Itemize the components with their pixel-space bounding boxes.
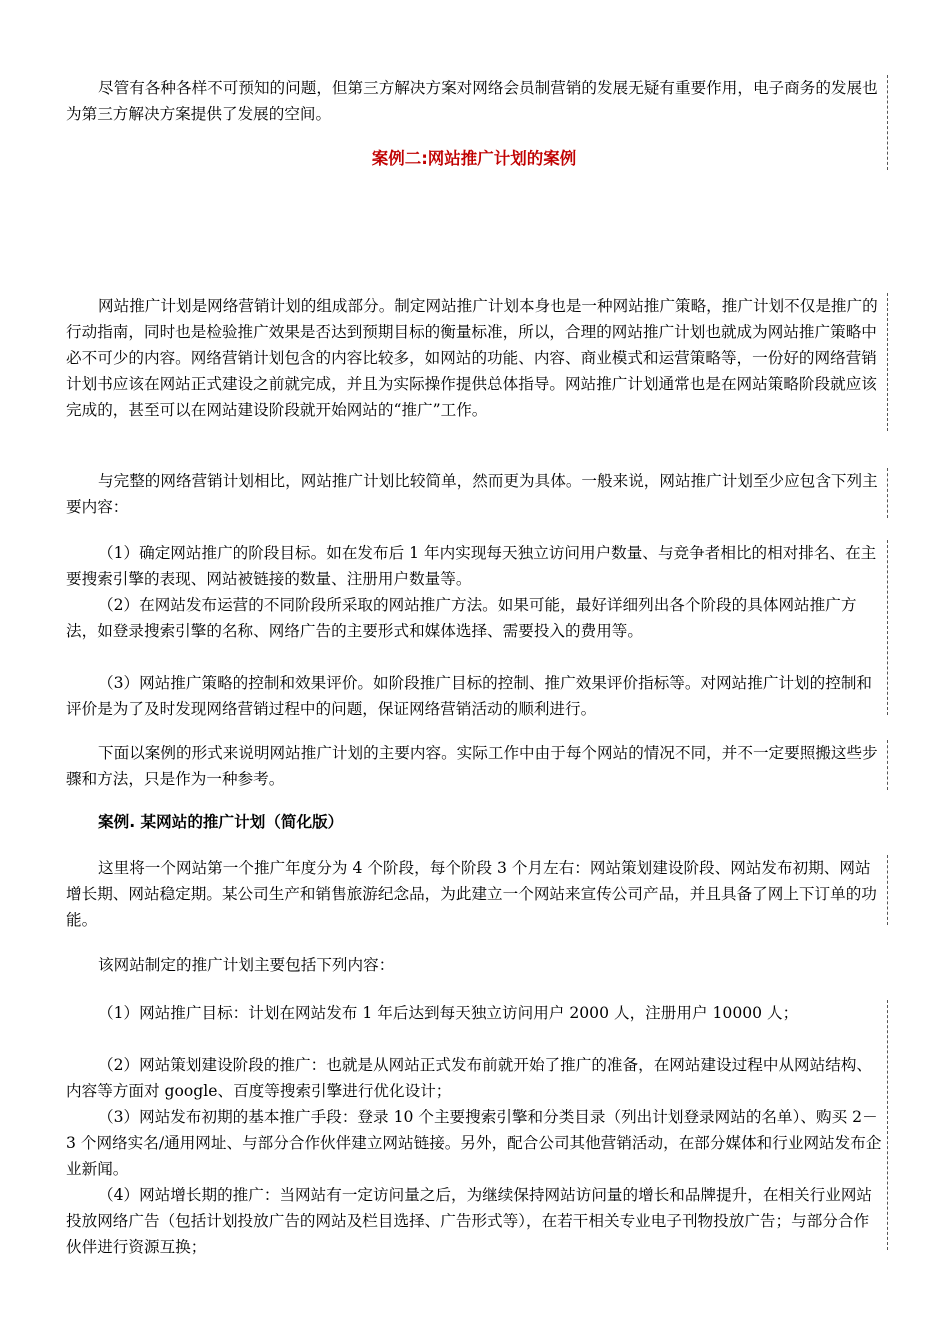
paragraph-plan-overview: 网站推广计划是网络营销计划的组成部分。制定网站推广计划本身也是一种网站推广策略，推广计划不仅是推广的行动指南，同时也是检验推广效果是否达到预期目标的衡量标准，所以，合理的网站推广计划也就成为网站推广策略中必不可少的内容。网络营销计划包含的内容比较多，如网站的功能、内容、商业模式和运营策略等，一份好的网络营销计划书应该在网站正式建设之前就完成，并且为实际操作提供总体指导。网站推广计划通常也是在网站策略阶段就应该完成的，甚至可以在网站建设阶段就开始网站的“推广”工作。 xyxy=(66,297,878,419)
intro-paragraph: 尽管有各种各样不可预知的问题，但第三方解决方案对网络会员制营销的发展无疑有重要作用，电子商务的发展也为第三方解决方案提供了发展的空间。 xyxy=(66,79,878,123)
revision-marker xyxy=(887,468,888,518)
paragraph-plan-contents: 与完整的网络营销计划相比，网站推广计划比较简单，然而更为具体。一般来说，网站推广计划至少应包含下列主要内容： xyxy=(66,472,878,516)
revision-marker xyxy=(887,740,888,790)
list-item-methods: （2）在网站发布运营的不同阶段所采取的网站推广方法。如果可能，最好详细列出各个阶段的具体网站推广方法，如登录搜索引擎的名称、网络广告的主要形式和媒体选择、需要投入的费用等。 xyxy=(66,596,857,640)
list-item-goal: （1）确定网站推广的阶段目标。如在发布后 1 年内实现每天独立访问用户数量、与竞争者相比的相对排名、在主要搜索引擎的表现、网站被链接的数量、注册用户数量等。 xyxy=(66,544,877,588)
revision-marker xyxy=(887,1000,888,1250)
revision-marker xyxy=(887,75,888,170)
revision-marker xyxy=(887,293,888,431)
list-item-control: （3）网站推广策略的控制和效果评价。如阶段推广目标的控制、推广效果评价指标等。对网站推广计划的控制和评价是为了及时发现网络营销过程中的问题，保证网络营销活动的顺利进行。 xyxy=(66,674,873,718)
list-item-target: （1）网站推广目标：计划在网站发布 1 年后达到每天独立访问用户 2000 人，注册用户 10000 人； xyxy=(98,1004,799,1022)
paragraph-case-intro: 下面以案例的形式来说明网站推广计划的主要内容。实际工作中由于每个网站的情况不同，并不一定要照搬这些步骤和方法，只是作为一种参考。 xyxy=(66,744,878,788)
paragraph-stages: 这里将一个网站第一个推广年度分为 4 个阶段，每个阶段 3 个月左右：网站策划建设阶段、网站发布初期、网站增长期、网站稳定期。某公司生产和销售旅游纪念品，为此建立一个网站来宣传公司产品，并且具备了网上下订单的功能。 xyxy=(66,859,877,929)
case-title: 案例二:网站推广计划的案例 xyxy=(371,149,577,168)
list-item-growth-stage: （4）网站增长期的推广：当网站有一定访问量之后，为继续保持网站访问量的增长和品牌提升，在相关行业网站投放网络广告（包括计划投放广告的网站及栏目选择、广告形式等），在若干相关专业电子刊物投放广告；与部分合作伙伴进行资源互换； xyxy=(66,1186,873,1256)
paragraph-plan-list-intro: 该网站制定的推广计划主要包括下列内容： xyxy=(98,956,395,974)
list-item-launch-stage: （3）网站发布初期的基本推广手段：登录 10 个主要搜索引擎和分类目录（列出计划登录网站的名单）、购买 2－3 个网络实名/通用网址、与部分合作伙伴建立网站链接。另外，配合公司其他营销活动，在部分媒体和行业网站发布企业新闻。 xyxy=(66,1108,882,1178)
revision-marker xyxy=(887,540,888,715)
list-item-planning-stage: （2）网站策划建设阶段的推广：也就是从网站正式发布前就开始了推广的准备，在网站建设过程中从网站结构、内容等方面对 google、百度等搜索引擎进行优化设计； xyxy=(66,1056,873,1100)
example-heading: 案例. 某网站的推广计划（简化版） xyxy=(98,813,344,831)
revision-marker xyxy=(887,855,888,925)
